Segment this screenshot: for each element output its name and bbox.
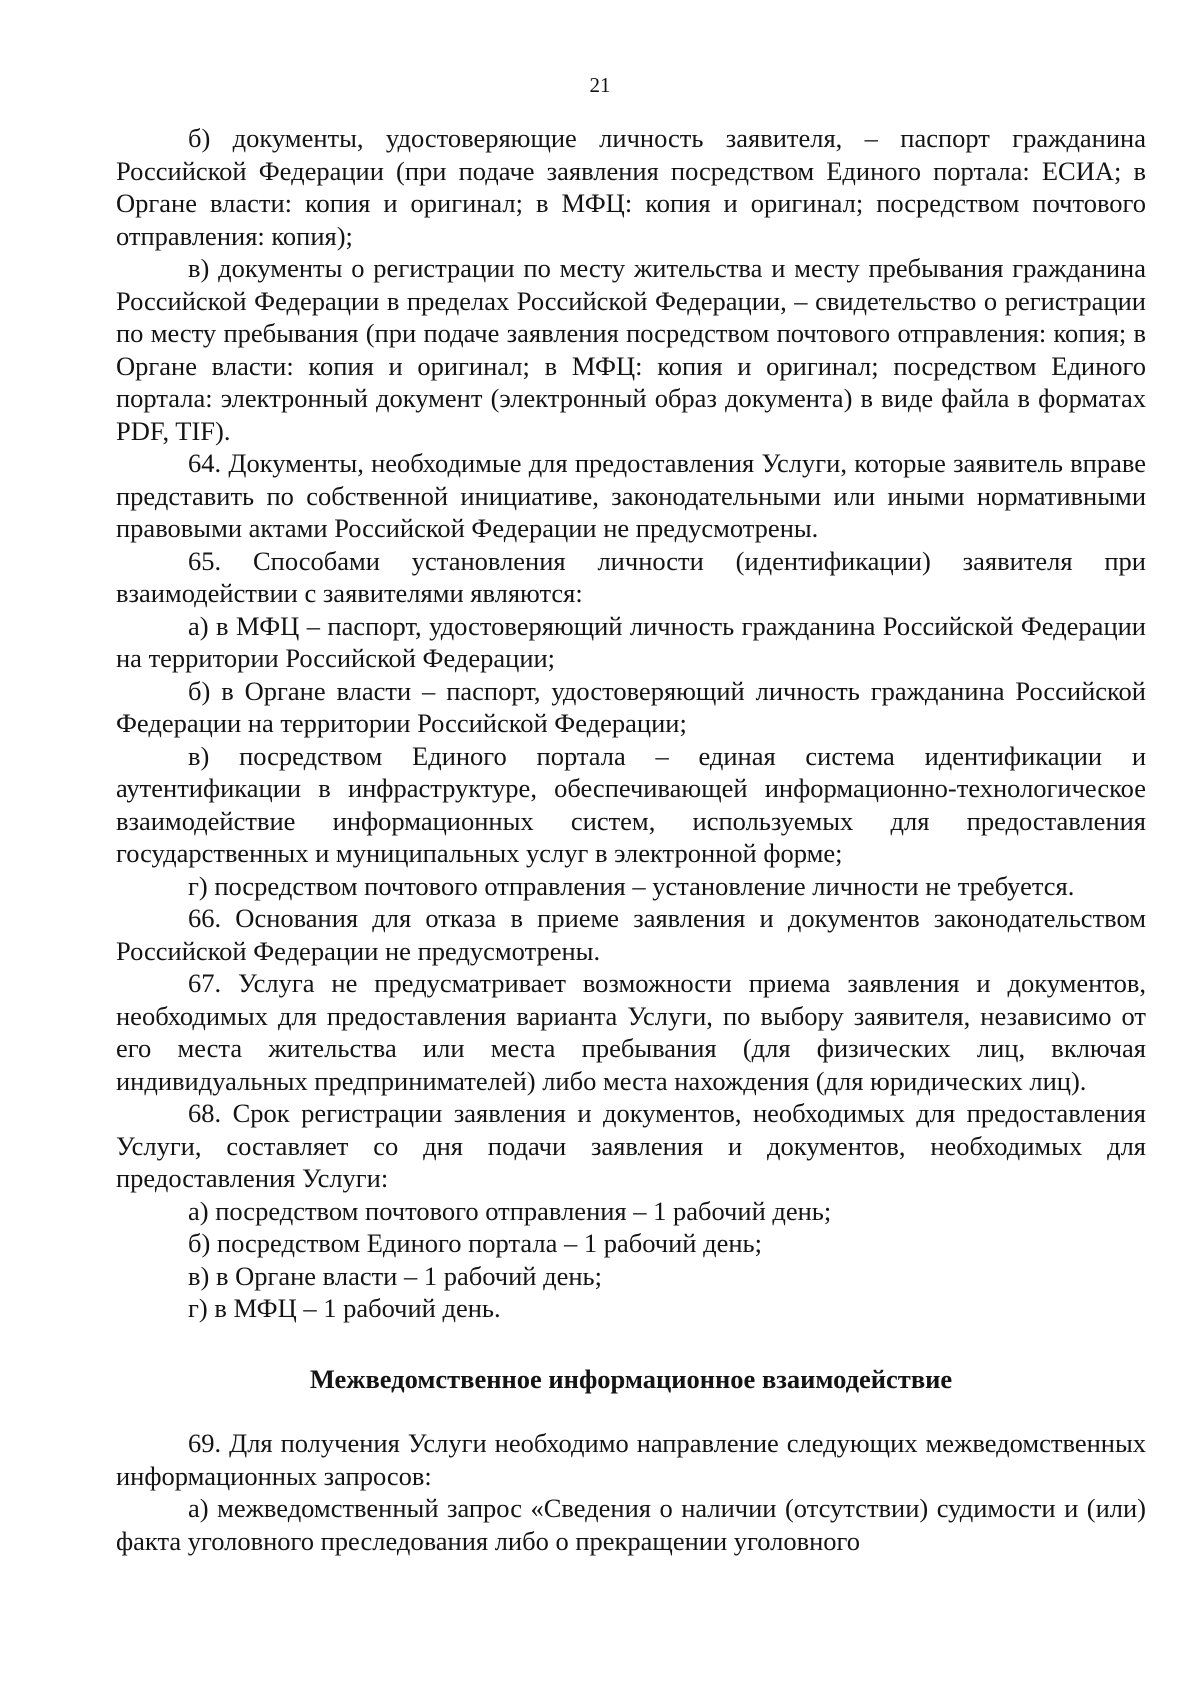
paragraph-64: 64. Документы, необходимые для предоставления Услуги, которые заявитель вправе представить по собственной инициативе, законодательными или иными нормативными правовыми актами Российской Федерации не предусмотрены. xyxy=(116,448,1146,543)
paragraph-65: 65. Способами установления личности (идентификации) заявителя при взаимодействии с заявителями являются: xyxy=(116,545,1146,608)
paragraph-66: 66. Основания для отказа в приеме заявления и документов законодательством Российской Федерации не предусмотрены. xyxy=(116,903,1146,966)
paragraph-68-v: в) в Органе власти – 1 рабочий день; xyxy=(188,1260,602,1291)
paragraph-65-v: в) посредством Единого портала – единая система идентификации и аутентификации в инфраструктуре, обеспечивающей информационно-технологическое взаимодействие информационных систем, используемых для предоставления государственных и муниципальных услуг в электронной форме; xyxy=(116,740,1146,868)
paragraph-69: 69. Для получения Услуги необходимо направление следующих межведомственных информационных запросов: xyxy=(116,1428,1146,1491)
paragraph-65-g: г) посредством почтового отправления – установление личности не требуется. xyxy=(188,870,1075,901)
paragraph-65-b: б) в Органе власти – паспорт, удостоверяющий личность гражданина Российской Федерации на территории Российской Федерации; xyxy=(116,675,1146,738)
paragraph-b-identity-documents: б) документы, удостоверяющие личность заявителя, – паспорт гражданина Российской Федерации (при подаче заявления посредством Единого портала: ЕСИА; в Органе власти: копия и оригинал; в МФЦ: копия и оригинал; посредством почтового отправления: копия); xyxy=(116,123,1146,251)
paragraph-68-a: а) посредством почтового отправления – 1 рабочий день; xyxy=(188,1195,832,1226)
paragraph-67: 67. Услуга не предусматривает возможности приема заявления и документов, необходимых для предоставления варианта Услуги, по выбору заявителя, независимо от его места жительства или места пребывания (для физических лиц, включая индивидуальных предпринимателей) либо места нахождения (для юридических лиц). xyxy=(116,968,1146,1096)
document-body xyxy=(116,122,1146,1557)
paragraph-68-g: г) в МФЦ – 1 рабочий день. xyxy=(188,1293,501,1323)
page-number: 21 xyxy=(589,73,611,97)
paragraph-v-registration-documents: в) документы о регистрации по месту жительства и месту пребывания гражданина Российской Федерации в пределах Российской Федерации, – свидетельство о регистрации по месту пребывания (при подаче заявления посредством почтового отправления: копия; в Органе власти: копия и оригинал; в МФЦ: копия и оригинал; посредством Единого портала: электронный документ (электронный образ документа) в виде файла в форматах PDF, TIF). xyxy=(116,253,1146,446)
paragraph-68-b: б) посредством Единого портала – 1 рабочий день; xyxy=(188,1228,762,1258)
section-heading: Межведомственное информационное взаимодействие xyxy=(309,1363,953,1394)
paragraph-68: 68. Срок регистрации заявления и документов, необходимых для предоставления Услуги, составляет со дня подачи заявления и документов, необходимых для предоставления Услуги: xyxy=(116,1098,1146,1193)
paragraph-69-a: а) межведомственный запрос «Сведения о наличии (отсутствии) судимости и (или) факта уголовного преследования либо о прекращении уголовного xyxy=(116,1493,1146,1556)
paragraph-65-a: а) в МФЦ – паспорт, удостоверяющий личность гражданина Российской Федерации на территории Российской Федерации; xyxy=(116,610,1146,673)
